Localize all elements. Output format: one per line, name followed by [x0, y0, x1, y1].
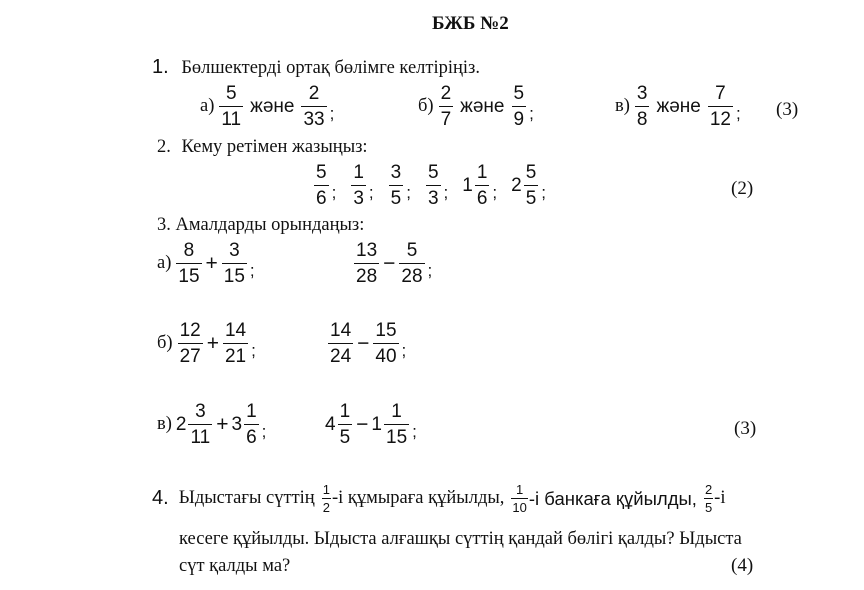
list-item: $\frac{5}{3}$ ;: [427, 162, 449, 209]
fraction: $\frac{2}{33}$: [303, 83, 325, 130]
fraction: $\frac{5}{11}$: [221, 83, 242, 130]
task1-item-c: [615, 84, 741, 129]
list-item: $\frac{5}{6}$ ;: [316, 162, 337, 209]
task3-heading: 3. Амалдарды орындаңыз:: [157, 215, 365, 235]
item-label: в): [615, 96, 630, 116]
task4-text: Ыдыстағы сүттің: [178, 488, 315, 508]
item-label: а): [200, 96, 215, 116]
task4-line2: кесеге құйылды. Ыдыста алғашқы сүттің қандай бөлігі қалды? Ыдыста: [179, 529, 742, 549]
task4-text: -і: [714, 488, 726, 508]
conjunction: және: [656, 95, 701, 117]
task2-heading: [157, 137, 368, 158]
item-label: б): [157, 333, 173, 353]
task2-text: Кему ретімен жазыңыз:: [181, 137, 368, 157]
task3-row-c-right: 4 $\frac{1}{5}$ − 1 $\frac{1}{15}$ ;: [325, 401, 417, 448]
task1-text: Бөлшектерді ортақ бөлімге келтіріңіз.: [181, 58, 480, 78]
list-item: 2 $\frac{5}{5}$ ;: [511, 162, 547, 209]
conjunction: және: [250, 95, 295, 117]
item-label: б): [418, 96, 434, 116]
page-title: БЖБ №2: [432, 13, 509, 34]
conjunction: және: [460, 95, 505, 117]
task3-points: (3): [734, 418, 757, 439]
task2-number: 2.: [157, 137, 171, 157]
task1-points: (3): [776, 99, 799, 120]
task3-row-b: б) $\frac{12}{27}$ + $\frac{14}{21}$ ;: [157, 320, 256, 367]
task4-line3: сүт қалды ма?: [179, 556, 291, 576]
fraction: $\frac{2}{7}$: [440, 83, 452, 130]
list-item: $\frac{3}{5}$ ;: [390, 162, 411, 209]
separator: ;: [529, 104, 534, 123]
task1-item-a: [200, 84, 334, 129]
fraction: $\frac{2}{5}$: [704, 482, 713, 515]
task3-row-a: а) $\frac{8}{15}$ + $\frac{3}{15}$ ;: [157, 240, 255, 287]
task4-line1: [152, 483, 725, 514]
fraction: $\frac{5}{9}$: [513, 83, 525, 130]
task4-text: -і құмыраға құйылды,: [331, 488, 505, 508]
task1-number: 1.: [152, 56, 169, 78]
fraction: $\frac{7}{12}$: [709, 83, 731, 130]
fraction: $\frac{1}{10}$: [512, 482, 527, 515]
task1-heading: [152, 56, 480, 79]
list-item: 1 $\frac{1}{6}$ ;: [462, 162, 498, 209]
item-label: в): [157, 414, 172, 434]
separator: ;: [329, 104, 335, 123]
separator: ;: [735, 104, 741, 123]
list-item: $\frac{1}{3}$ ;: [353, 162, 374, 209]
task3-row-b-right: $\frac{14}{24}$ − $\frac{15}{40}$ ;: [330, 320, 407, 367]
task4-points: (4): [731, 555, 754, 576]
task2-points: (2): [731, 178, 754, 199]
task2-list: [313, 163, 546, 208]
item-label: а): [157, 253, 172, 273]
fraction: $\frac{1}{2}$: [322, 482, 330, 515]
task3-row-a-right: $\frac{13}{28}$ − $\frac{5}{28}$ ;: [356, 240, 433, 287]
task4-text: -і банкаға құйылды,: [528, 487, 697, 509]
task4-number: 4.: [152, 487, 169, 509]
task3-row-c: в) 2 $\frac{3}{11}$ + 3 $\frac{1}{6}$ ;: [157, 401, 267, 448]
fraction: $\frac{3}{8}$: [636, 83, 648, 130]
task1-item-b: [418, 84, 534, 129]
